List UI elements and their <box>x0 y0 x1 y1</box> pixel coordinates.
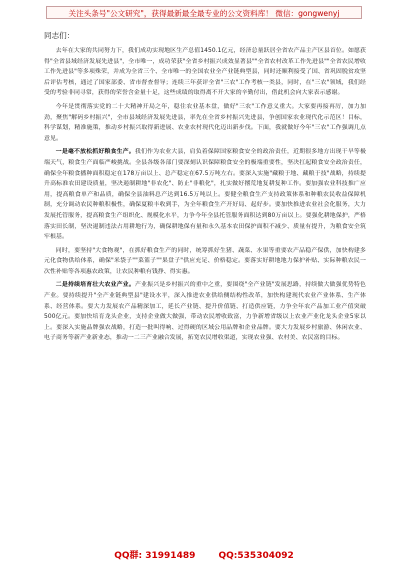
section-heading: 二是持续培育壮大农业产业。 <box>55 282 135 289</box>
paragraph-text: 我们作为农业大县，肩负着保障国家粮食安全的政治责任，近期很多地方出现干旱等极端天气，粮食生产面临严峻挑战。全县各级各部门要深刻认识保障粮食安全的极端重要性，坚决扛起粮食安全政治责任，确保全年粮食播种面积稳定在178万亩以上、总产稳定在67.5万吨左右。要深入实施"藏粮于地、藏粮于技"战略，持续提升高标准农田建设质量，坚决遏制耕地"非农化"、防止"非粮化"，扎实做好撂荒地复耕复种工作。要加强农业科技推广应用，提高粮食单产和品质，确保全县油料总产达到16.5万吨以上。要健全粮食生产支持政策体系和种粮农民收益保障机制，充分调动农民种粮积极性，确保夏粮丰收到手，为全年粮食生产开好局、起好步。要加快推进农业社会化服务，大力发展托管服务，提高粮食生产组织化、规模化水平，力争今年全县托管服务面积达到80万亩以上。要强化耕地保护，严格落实田长制，坚决遏制违法占用耕地行为，确保耕地保有量和永久基本农田保护面积不减少、质量有提升，为粮食安全筑牢根基。 <box>44 149 366 241</box>
qq-group-label: QQ群: 31991489 <box>114 551 196 561</box>
contact-footer <box>0 546 408 566</box>
document-body <box>44 30 366 546</box>
section-heading: 一是毫不放松抓好粮食生产。 <box>55 149 135 156</box>
paragraph-text: 同时，要坚持"大食物观"，在抓好粮食生产的同时，统筹抓好生猪、蔬菜、水果等重要农产品稳产保供，加快构建多元化食物供给体系，确保"米袋子""菜篮子""果盘子"供应充足、价格稳定。要落实好耕地地力保护补贴、实际种粮农民一次性补贴等各项惠农政策，让农民种粮有钱挣、得实惠。 <box>44 247 366 275</box>
promo-banner: 关注头条号"公文研究"，获得最新最全最专业的公文资料库！ 微信：gongwenyj <box>46 6 362 19</box>
paragraph-text: 产业振兴是乡村振兴的重中之重，要围绕"全产业链"发展思路，持续做大做强优势特色产业。要持续提升"全产业链典型县"建设水平，深入推进农业供给侧结构性改革，加快构建现代农业产业体系、生产体系、经营体系。要大力发展农产品精深加工，延长产业链、提升价值链、打造供应链，力争全年农产品加工业产值突破500亿元。要加快培育龙头企业，支持企业做大做强，带动农民增收致富，力争新增省级以上农业产业化龙头企业5家以上。要深入实施品牌强农战略，打造一批叫得响、过得硬的区域公用品牌和企业品牌。要大力发展乡村旅游、休闲农业、电子商务等新产业新业态，推动一二三产业融合发展，拓宽农民增收渠道，实现农业强、农村美、农民富的目标。 <box>44 282 366 342</box>
qq-contact-label: QQ:535304092 <box>218 551 294 561</box>
salutation: 同志们： <box>44 31 75 40</box>
paragraph <box>44 280 366 344</box>
paragraph <box>44 246 366 278</box>
paragraph <box>44 102 366 144</box>
paragraph-text: 今年是贯彻落实党的二十大精神开局之年，稳住农业基本盘，做好"三农"工作意义重大。大家要再接再厉，加力加劲，聚焦"解码乡村振兴"，全市县域经济发展先进县，率先在全省乡村振兴先进县，争创国家农业现代化示范区！目标，科学谋划，精准施策，推动乡村振兴取得新进展、农业农村现代化迈出新步伐。下面，我就做好今年"三农"工作强调几点意见。 <box>44 103 366 142</box>
paragraph <box>44 46 366 99</box>
paragraph-text: 去年在大家的共同努力下，我们成功实现地区生产总值1450.1亿元，经济总量跃居全省农产品主产区县首位。如愿获得"全省县域经济发展先进县"，全市唯一，成功荣获"全省乡村振兴成效显著县""全省农村改革工作先进县""全省农民增收工作先进县"等多项殊荣，并成为全省三个、全市唯一的全国农业全产业链典型县，同时还顺利接受了国、省巩固脱贫攻坚后评估考核，通过了国家部委、省市督查督导；连续三年获评全省"三农"工作考核一类县，同时，在"三农"领域，我们经受的考验非同寻常，获得的荣誉含金量十足，这些成绩的取得离不开大家的辛勤付出，借此机会向大家表示感谢。 <box>44 48 366 97</box>
paragraph <box>44 147 366 242</box>
